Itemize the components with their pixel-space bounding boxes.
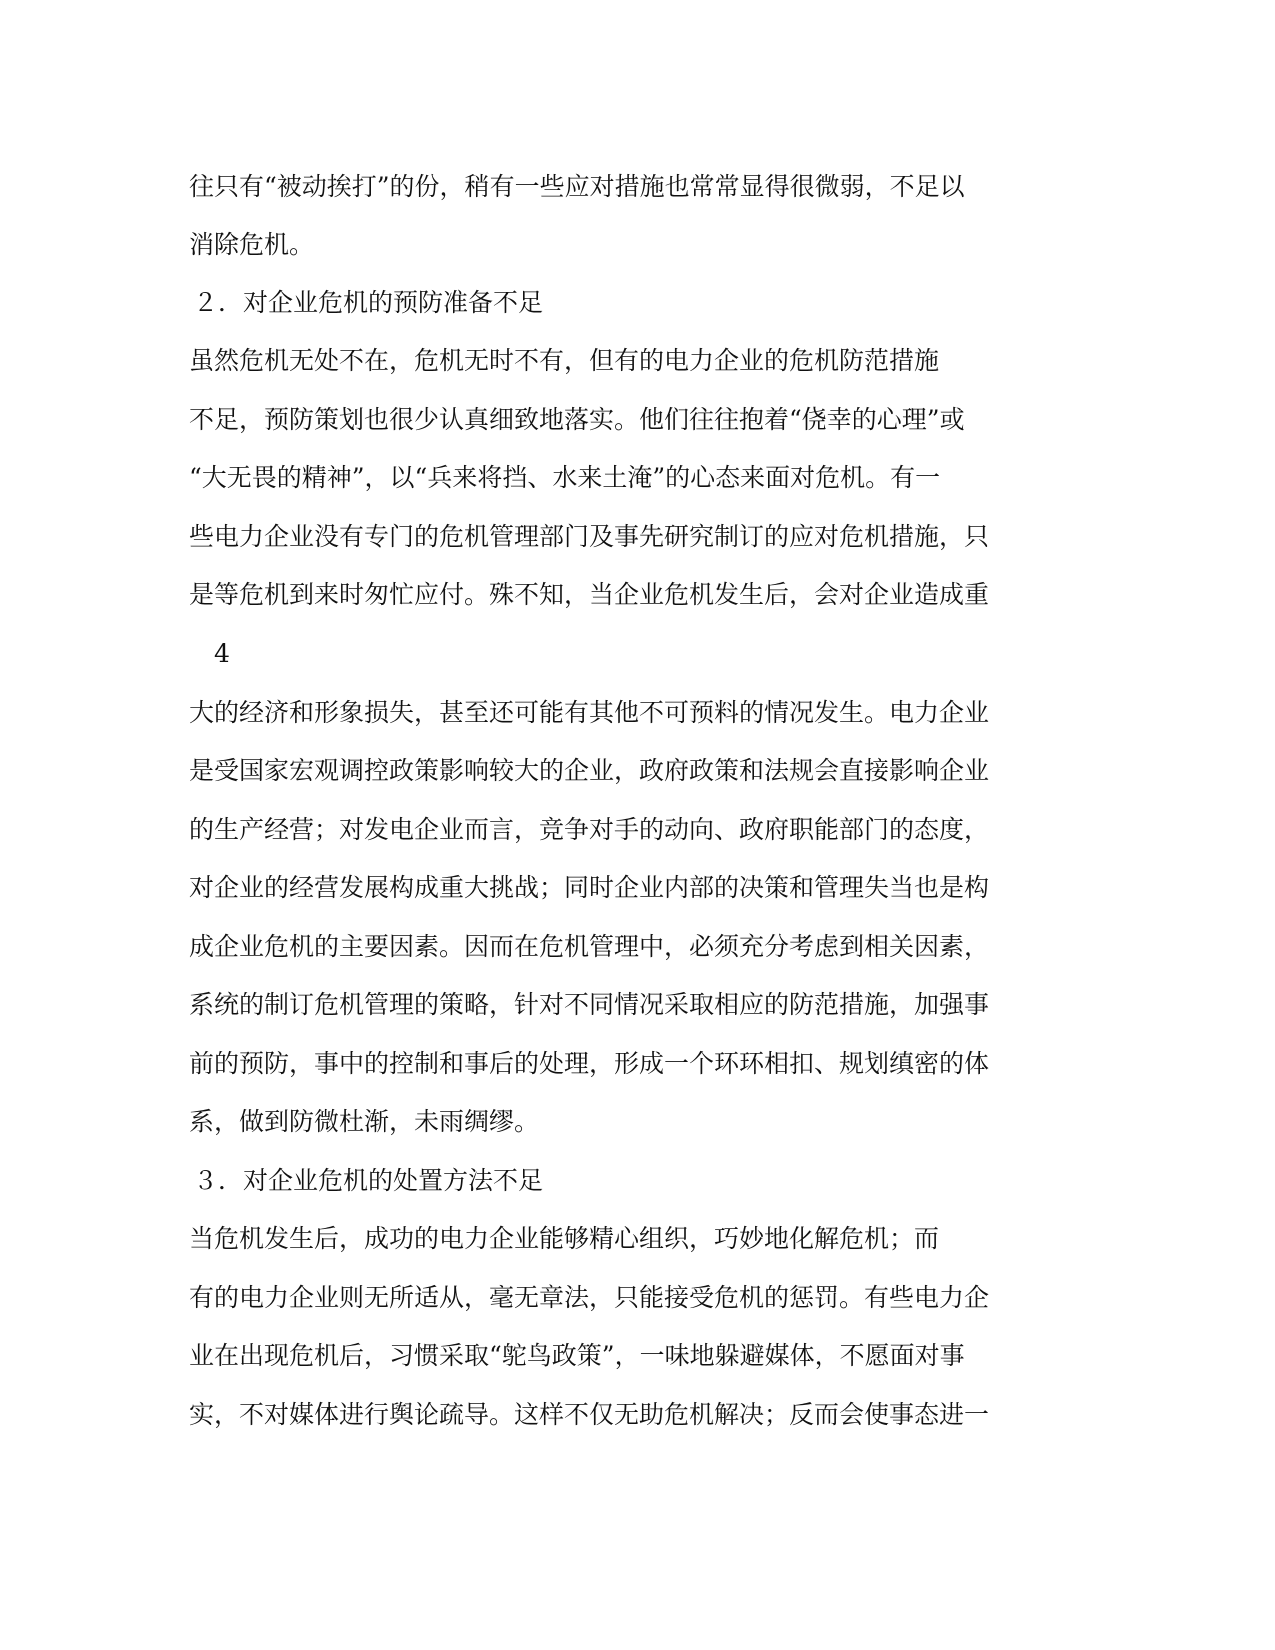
paragraph-line: 消除危机。 (189, 230, 315, 259)
paragraph-line: 系统的制订危机管理的策略，针对不同情况采取相应的防范措施，加强事 (189, 990, 990, 1019)
paragraph-line: 有的电力企业则无所适从，毫无章法，只能接受危机的惩罚。有些电力企 (189, 1283, 990, 1312)
paragraph-line: 是等危机到来时匆忙应付。殊不知，当企业危机发生后，会对企业造成重 (189, 580, 990, 609)
paragraph-line: 的生产经营；对发电企业而言，竞争对手的动向、政府职能部门的态度， (189, 815, 990, 844)
section-heading: ２．对企业危机的预防准备不足 (193, 288, 544, 317)
paragraph-line: 前的预防，事中的控制和事后的处理，形成一个环环相扣、规划缜密的体 (189, 1049, 990, 1078)
paragraph-line: 当危机发生后，成功的电力企业能够精心组织，巧妙地化解危机；而 (189, 1224, 940, 1253)
paragraph-line: 些电力企业没有专门的危机管理部门及事先研究制订的应对危机措施，只 (189, 522, 990, 551)
section-heading: ３．对企业危机的处置方法不足 (193, 1166, 544, 1195)
paragraph-line: 业在出现危机后，习惯采取“鸵鸟政策”，一味地躲避媒体，不愿面对事 (189, 1341, 965, 1370)
page-number: 4 (214, 639, 230, 668)
paragraph-line: 成企业危机的主要因素。因而在危机管理中，必须充分考虑到相关因素， (189, 932, 990, 961)
paragraph-line: 大的经济和形象损失，甚至还可能有其他不可预料的情况发生。电力企业 (189, 698, 990, 727)
paragraph-line: 不足，预防策划也很少认真细致地落实。他们往往抱着“侥幸的心理”或 (189, 405, 965, 434)
paragraph-line: 往只有“被动挨打”的份，稍有一些应对措施也常常显得很微弱，不足以 (189, 172, 965, 201)
paragraph-line: “大无畏的精神”，以“兵来将挡、水来土淹”的心态来面对危机。有一 (189, 463, 941, 492)
paragraph-line: 对企业的经营发展构成重大挑战；同时企业内部的决策和管理失当也是构 (189, 873, 990, 902)
paragraph-line: 实，不对媒体进行舆论疏导。这样不仅无助危机解决；反而会使事态进一 (189, 1400, 990, 1429)
paragraph-line: 是受国家宏观调控政策影响较大的企业，政府政策和法规会直接影响企业 (189, 756, 990, 785)
paragraph-line: 虽然危机无处不在，危机无时不有，但有的电力企业的危机防范措施 (189, 346, 940, 375)
paragraph-line: 系，做到防微杜渐，未雨绸缪。 (189, 1107, 540, 1136)
